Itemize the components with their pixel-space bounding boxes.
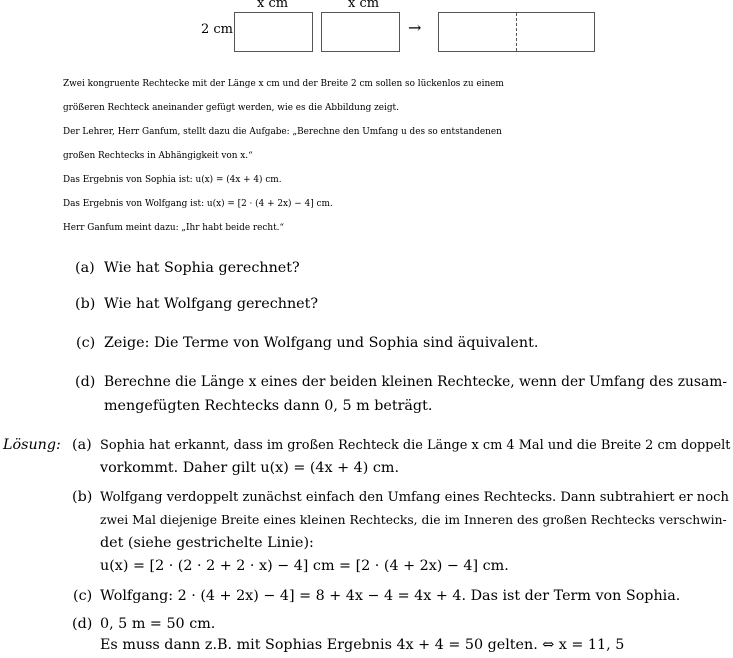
solution-text-c: Wolfgang: 2 · (4 + 2x) − 4] = 8 + 4x − 4 = 4x + 4. Das ist der Term von Sophia.: [100, 588, 681, 604]
intro-line: Der Lehrer, Herr Ganfum, stellt dazu die Aufgabe: „Berechne den Umfang u des so entstandenen: [63, 127, 502, 137]
intro-line: Herr Ganfum meint dazu: „Ihr habt beide recht.“: [63, 223, 285, 233]
arrow-icon: →: [408, 18, 422, 37]
solution-text-d: Es muss dann z.B. mit Sophias Ergebnis 4x + 4 = 50 gelten. ⇔ x = 11, 5: [100, 637, 625, 653]
small-rectangle-1: [234, 12, 313, 52]
intro-line: Das Ergebnis von Wolfgang ist: u(x) = [2 · (4 + 2x) − 4] cm.: [63, 199, 333, 209]
solution-text-d: 0, 5 m = 50 cm.: [100, 616, 216, 632]
solution-text-b: zwei Mal diejenige Breite eines kleinen Rechtecks, die im Inneren des großen Rechtecks verschwin-: [100, 513, 727, 527]
intro-line: großen Rechtecks in Abhängigkeit von x.“: [63, 151, 253, 161]
intro-line: Zwei kongruente Rechtecke mit der Länge x cm und der Breite 2 cm sollen so lückenlos zu einem: [63, 79, 504, 89]
dashed-divider-line: [516, 13, 517, 51]
solution-letter-c: (c): [73, 588, 93, 604]
figure-label-height: 2 cm: [201, 22, 234, 37]
solution-label: Lösung:: [3, 437, 61, 453]
task-text-b: Wie hat Wolfgang gerechnet?: [104, 296, 319, 312]
solution-letter-b: (b): [72, 489, 93, 505]
solution-text-a: vorkommt. Daher gilt u(x) = (4x + 4) cm.: [100, 460, 399, 476]
solution-text-b: u(x) = [2 · (2 · 2 + 2 · x) − 4] cm = [2 · (4 + 2x) − 4] cm.: [100, 558, 509, 574]
task-letter-b: (b): [75, 296, 96, 312]
intro-line: Das Ergebnis von Sophia ist: u(x) = (4x + 4) cm.: [63, 175, 282, 185]
task-letter-d: (d): [75, 374, 96, 390]
solution-letter-a: (a): [72, 437, 92, 453]
solution-text-b: det (siehe gestrichelte Linie):: [100, 535, 314, 551]
figure-label-x2: x cm: [348, 0, 380, 11]
solution-text-b: Wolfgang verdoppelt zunächst einfach den Umfang eines Rechtecks. Dann subtrahiert er noch: [100, 490, 729, 505]
solution-text-a: Sophia hat erkannt, dass im großen Rechteck die Länge x cm 4 Mal und die Breite 2 cm doppelt: [100, 438, 731, 453]
task-letter-c: (c): [76, 335, 96, 351]
task-text-c: Zeige: Die Terme von Wolfgang und Sophia sind äquivalent.: [104, 335, 539, 351]
solution-letter-d: (d): [72, 616, 93, 632]
task-text-a: Wie hat Sophia gerechnet?: [104, 260, 300, 276]
task-text-d: Berechne die Länge x eines der beiden kleinen Rechtecke, wenn der Umfang des zusam-: [104, 374, 727, 390]
small-rectangle-2: [321, 12, 400, 52]
task-text-d: mengefügten Rechtecks dann 0, 5 m beträgt.: [104, 398, 433, 414]
intro-line: größeren Rechteck aneinander gefügt werden, wie es die Abbildung zeigt.: [63, 103, 399, 113]
figure-label-x1: x cm: [257, 0, 289, 11]
task-letter-a: (a): [75, 260, 95, 276]
